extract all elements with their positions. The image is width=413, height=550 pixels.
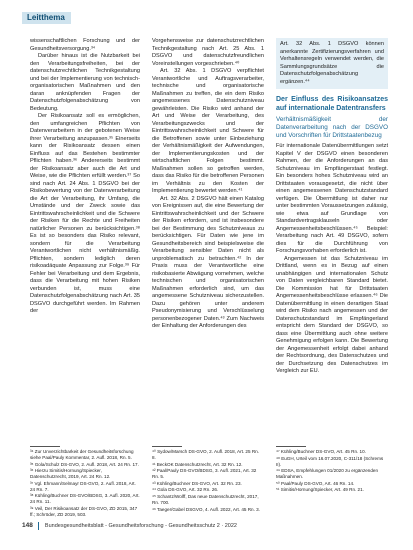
- section-tag: Leitthema: [22, 12, 71, 24]
- paragraph: Art. 32 Abs. 1 DSGVO verpflichtet Verantwortliche und Auftragsverarbeiter, technische und organisatorische Maßnahmen zu treffen, die ein dem Risiko angemessenes Datenschutzniveau gewährleisten. Die Risiko wird anhand der Art und Weise der Verarbeitung, des Verarbeitungszwecks und der Eintrittswahrscheinlichkeit und Schwere für die Betroffenen sowie unter Einbeziehung der Verhältnismäßigkeit der Aufwendungen, der Implementierungskosten und der wirtschaftlichen Folgen bestimmt. Maßnahmen sollen so getroffen werden, dass das Risiko für die betroffenen Personen im Verhältnis zu den Kosten der Implementierung bewertet werden.⁴¹: [152, 68, 264, 194]
- footnote: ⁴² Paal/Pauly DS-GVO/BDSG, 3. Aufl. 2021, Art. 32 Rn. 5.: [152, 468, 257, 480]
- footnote: ⁴⁰ Sydow/Marsch DS-GVO, 2. Aufl. 2018, Art. 25 Rn. 8.: [152, 449, 259, 460]
- footnote: ³⁵ Gola/Schulz DS-GVO, 2. Aufl. 2018, Art. 24 Rn. 17.: [30, 461, 139, 467]
- highlight-box: [276, 38, 388, 89]
- footnote: ³⁶ Hierzu Simitis/Hornung/Spiecker, Datenschutzrecht, 2019, Art. 24 Rn. 12.: [30, 468, 111, 480]
- paragraph: Art. 32 Abs. 2 DSGVO hält einen Katalog von Ereignissen auf, die eine Bewertung der Eintrittswahrscheinlichkeit und der Schwere der Risiken erfordern, und ist insbesondere bei der Bestimmung des Schutzniveaus zu berücksichtigen. Für Daten wie jene im Gesundheitsbereich sind beispielsweise die Verarbeitung sensibler Daten nicht als unproblematisch zu betrachten.⁴² In der Praxis muss der Verantwortliche eine risikobasierte Abwägung vornehmen, welche technischen und organisatorischen Maßnahmen erforderlich sind, um das angemessene Schutzniveau sicherzustellen. Dazu gehören unter anderem Pseudonymisierung und Verschlüsselung personenbezogener Daten.⁴³ Zum Nachweis der Einhaltung der Anforderungen des: [152, 195, 264, 329]
- paragraph: Darüber hinaus ist die Nutzbarkeit bei den Verarbeitungsfreiheiten, bei der datenschutzrechtlichen Technikgestaltung und bei der Implementierung von technisch-organisatorischen Maßnahmen und den daran anknüpfenden Fragen der Datenschutzfolgenabschätzung von Bedeutung.: [30, 53, 140, 112]
- footnote: ⁴³ Kühling/Buchner DS-GVO, Art. 32 Rn. 23.: [152, 480, 242, 486]
- column-right: [276, 38, 388, 376]
- footnote-rule: [152, 446, 182, 447]
- footnote: ⁵⁰ Paal/Pauly DS-GVO, Art. 46 Rn. 14.: [276, 480, 355, 486]
- footnotes-middle: [152, 449, 264, 513]
- footnote: ⁴⁹ EDSA, Empfehlungen 01/2020 zu ergänzenden Maßnahmen.: [276, 468, 379, 480]
- footnote-rule: [30, 446, 60, 447]
- column-left: [30, 38, 140, 316]
- footnote: ⁴¹ BeckOK Datenschutzrecht, Art. 32 Rn. 12.: [152, 461, 243, 467]
- paragraph: Der Risikoansatz soll es ermöglichen, den umfangreichen Pflichten von Datenverarbeitern in der gebotenen Weise ihrer Verarbeitung anzupassen.³⁵ Einerseits kann der Risikoansatz dessen einen Einfluss auf das Bestehen bestimmter Pflichten haben.³⁶ Andererseits bestimmt der Risikoansatz aber auch die Art und Weise, wie die Pflichten erfüllt werden.³⁷ So sind nach Art. 24 Abs. 1 DSGVO bei der Risikobewertung von der Datenverarbeitung die Art der Verarbeitung, ihr Umfang, die Umstände und der Zweck sowie das Eintrittswahrscheinlichkeit und die Schwere der Risiken für die Rechte und Freiheiten natürlicher Personen zu berücksichtigen.³⁸ Es ist so besonders das Risiko relevant, sondern für die Verarbeitung Verantwortlichen nicht verhältnismäßig. Pflichten, sondern lediglich deren risikoadäquate Anpassung zur Folge.³⁹ Für Fehler bei Verarbeitung und dem Ergebnis, dass die Verarbeitung mit hohen Risiken verbunden ist, muss eine Datenschutzfolgenabschätzung nach Art. 35 DSGVO durchgeführt werden. Im Rahmen der: [30, 113, 140, 314]
- page-number: 148: [22, 522, 33, 529]
- paragraph: Vorgehensweise zur datenschutzrechtlichen Technikgestaltung nach Art. 25 Abs. 1 DSGVO und datenschutzfreundlichen Voreinstellungen vorgeschrieben.⁴⁰: [152, 38, 264, 67]
- footnote: ⁴⁸ EuGH, Urteil vom 16.07.2020, C-311/18 (Schrems II).: [276, 455, 384, 467]
- footnote: ³⁹ Veil, Der Risikoansatz der DS-GVO, ZD 2015, 347 ff.; Schröder, ZD 2019, 503.: [30, 505, 138, 517]
- footnote: ⁴⁵ Schantz/Wolff, Das neue Datenschutzrecht, 2017, Rn. 700.: [152, 493, 259, 505]
- footnotes-right: [276, 449, 388, 494]
- footer-divider: [38, 522, 39, 530]
- footnote: ⁴⁴ Gola DS-GVO, Art. 32 Rn. 26.: [152, 487, 219, 493]
- footnote-rule: [276, 446, 306, 447]
- footnote: ⁴⁶ Taeger/Gabel DSGVO, 4. Aufl. 2022, Art. 45 Rn. 3.: [152, 506, 260, 512]
- footnote: ⁴⁷ Kühling/Buchner DS-GVO, Art. 45 Rn. 10.: [276, 449, 366, 454]
- paragraph: Art. 32 Abs. 1 DSGVO können anerkannte Zertifizierungsverfahren und Verhaltensregeln verwendet werden, die Sammlungsgrundsätze die Datenschutzfolgenabschätzung ergänzen.⁴⁴: [280, 41, 384, 85]
- footnote: ³⁸ Kühling/Buchner DS-GVO/BDSG, 3. Aufl. 2020, Art. 24 Rn. 11.: [30, 493, 140, 505]
- section-heading: Der Einfluss des Risikoansatzes auf internationale Datentransfers: [276, 96, 388, 112]
- paragraph: Für internationale Datenübermittlungen setzt Kapitel V der DSGVO einen besonderen Rahmen, der die Anforderungen an das Schutzniveau im Empfängerstaat festlegt. Ein besonders hohes Schutzniveau wird an Drittstaaten vorausgesetzt, die nicht über einen angemessenen Datenschutzstandard verfügen. Die Übermittlung ist daher nur unter bestimmten Voraussetzungen zulässig, wie etwa auf Grundlage von Standardvertragsklauseln oder Angemessenheitsbeschlüssen.⁴⁵ Beispiel: Verarbeitung nach Art. 49 DSGVO, sofern dies für die Durchführung von Forschungsvorhaben erforderlich ist.: [276, 143, 388, 254]
- footnote: ³⁷ Vgl. Ehmann/Selmayr DS-GVO, 2. Aufl. 2018, Art. 24 Rn. 7.: [30, 480, 136, 492]
- subsection-heading: Verhältnismäßigkeit der Datenverarbeitung nach der DSGVO und Vorschriften für Drittstaatenbezug: [276, 116, 388, 139]
- page-footer: [22, 521, 392, 530]
- footnote: ³⁴ Zur Unverzichtbarkeit der Gesundheitsforschung siehe Paal/Pauly Kommentar, 2. Aufl. 2018, Rn. 5.: [30, 449, 134, 460]
- footnote: ⁵¹ Simitis/Hornung/Spiecker, Art. 49 Rn. 21.: [276, 487, 364, 493]
- journal-citation: Bundesgesundheitsblatt - Gesundheitsforschung - Gesundheitsschutz 2 · 2022: [44, 523, 237, 529]
- paragraph: wissenschaftlichen Forschung und der Gesundheitsversorgung.³⁴: [30, 38, 140, 52]
- page-header: [0, 0, 413, 30]
- column-middle: [152, 38, 264, 331]
- footnotes-left: [30, 449, 140, 519]
- paragraph: Angemessen ist das Schutzniveau im Drittland, wenn es in Bezug auf einen unabhängigen und internationalen Schutz von Daten vergleichbaren Standard bietet. Die Kommission hat für Drittstaaten Angemessenheitsbeschlüsse erlassen.⁴⁶ Die Datenübermittlung in einen derartigen Staat wird dem Risiko nach angemessen und der Datenschutzstandard im Empfängerland entspricht dem Standard der DSGVO, so dass eine Übermittlung auch ohne weitere Genehmigung erfolgen kann. Die Bewertung der Angemessenheit erfolgt dabei anhand der Rechtsordnung, des Datenschutzes und der Durchsetzung des Datenschutzes im Vergleich zur EU.: [276, 255, 388, 374]
